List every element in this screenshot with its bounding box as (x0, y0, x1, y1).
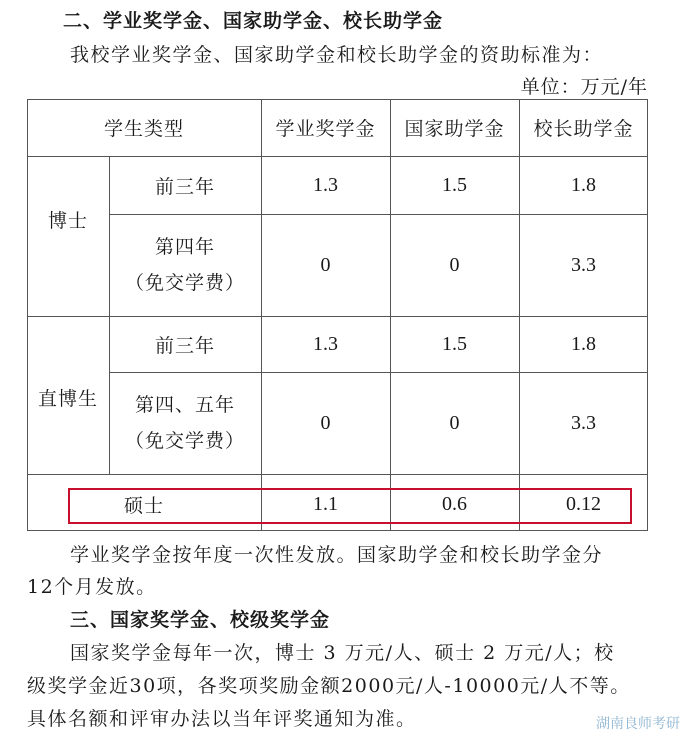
unit-label: 单位：万元/年 (520, 76, 648, 98)
value-cell: 1.8 (571, 173, 596, 196)
value-cell: 1.8 (571, 332, 596, 355)
period-cell (109, 372, 261, 474)
value-cell: 1.5 (442, 332, 467, 355)
value-cell: 0 (320, 411, 331, 434)
watermark-text: 湖南良师考研 (596, 716, 680, 732)
header-academic-scholarship: 学业奖学金 (275, 118, 376, 140)
header-president-grant: 校长助学金 (533, 118, 634, 140)
value-cell: 1.5 (442, 173, 467, 196)
value-cell: 0 (449, 411, 460, 434)
value-cell: 0 (449, 253, 460, 276)
period-cell: 前三年 (154, 175, 215, 198)
value-cell: 3.3 (571, 253, 596, 276)
period-line-1: 第四年 (154, 236, 215, 258)
value-cell: 3.3 (571, 411, 596, 434)
payment-note-line-1: 学业奖学金按年度一次性发放。国家助学金和校长助学金分 (70, 544, 604, 566)
period-cell: 前三年 (154, 334, 215, 357)
group-type-direct-phd: 直博生 (37, 387, 98, 410)
period-line-1: 第四、五年 (134, 394, 235, 416)
period-line-2: （免交学费） (124, 430, 245, 452)
section-3-line-1: 国家奖学金每年一次，博士 3 万元/人、硕士 2 万元/人；校 (70, 642, 615, 664)
section-3-line-3: 具体名额和评审办法以当年评奖通知为准。 (27, 708, 417, 730)
master-value-cell: 1.1 (313, 492, 338, 515)
section-3-heading: 三、国家奖学金、校级奖学金 (70, 609, 331, 631)
value-cell: 0 (320, 253, 331, 276)
section-2-intro: 我校学业奖学金、国家助学金和校长助学金的资助标准为： (70, 44, 604, 66)
header-national-grant: 国家助学金 (404, 118, 505, 140)
value-cell: 1.3 (313, 173, 338, 196)
master-value-cell: 0.12 (566, 492, 601, 515)
scholarship-table (27, 99, 648, 531)
payment-note-line-2: 12个月发放。 (27, 576, 157, 598)
master-type-cell: 硕士 (123, 494, 164, 517)
master-value-cell: 0.6 (442, 492, 467, 515)
section-2-heading: 二、学业奖学金、国家助学金、校长助学金 (63, 10, 444, 32)
header-student-type: 学生类型 (103, 118, 184, 140)
value-cell: 1.3 (313, 332, 338, 355)
group-type-phd: 博士 (47, 209, 88, 232)
period-cell (109, 214, 261, 316)
section-3-line-2: 级奖学金近30项，各奖项奖励金额2000元/人-10000元/人不等。 (27, 675, 631, 697)
master-row-highlight (68, 488, 632, 524)
period-line-2: （免交学费） (124, 272, 245, 294)
